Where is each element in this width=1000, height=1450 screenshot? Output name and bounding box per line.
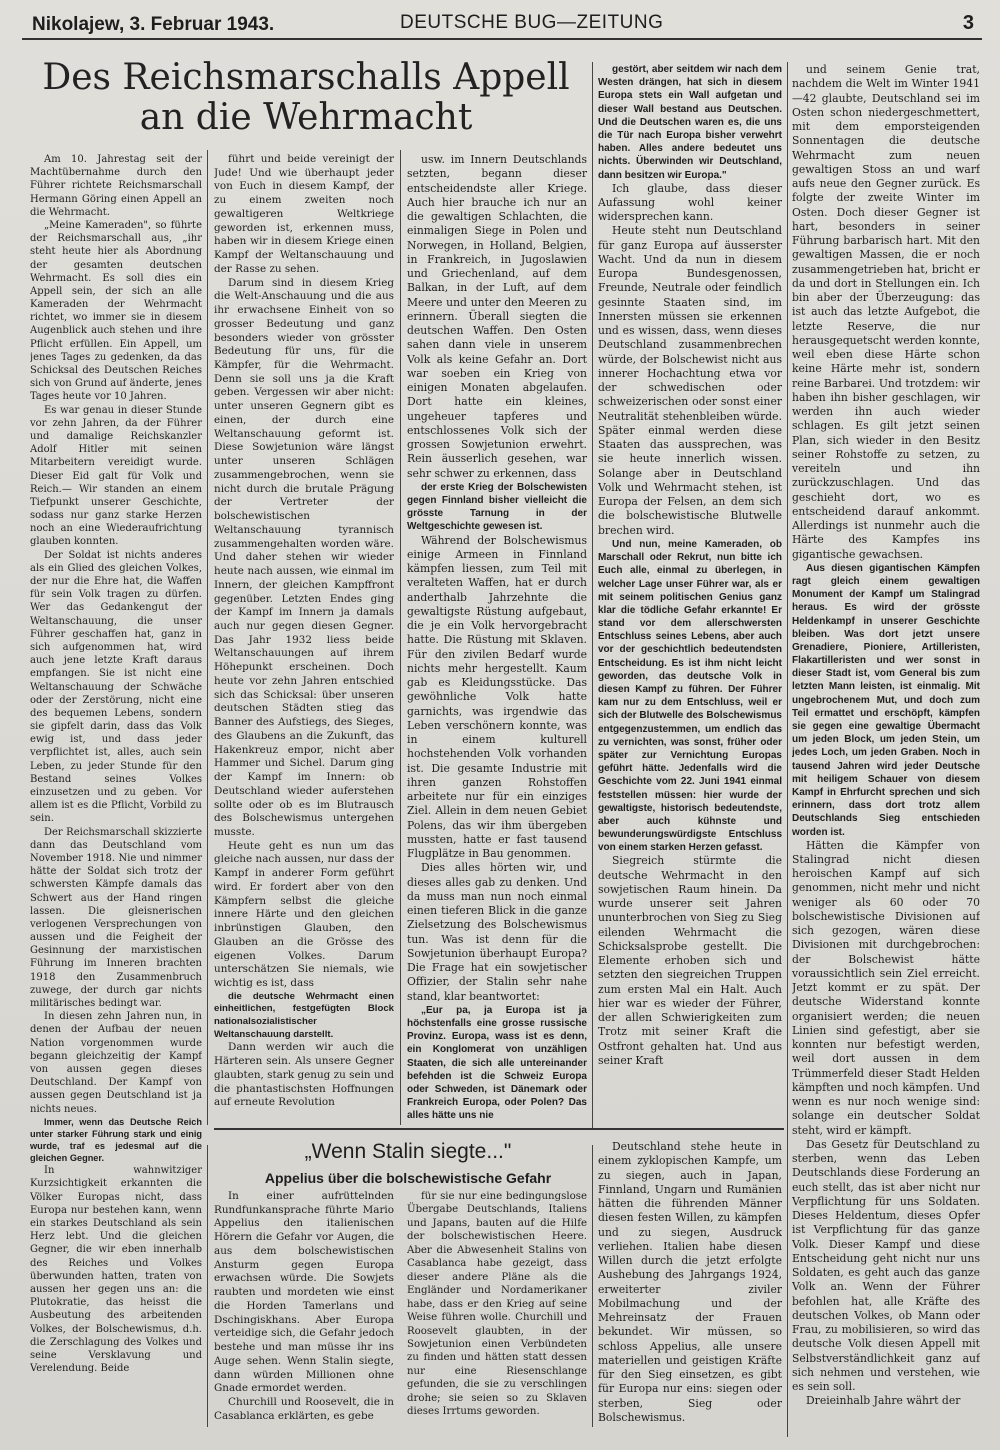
sidebar-article-subheading: Appelius über die bolschewistische Gefahr (264, 1170, 552, 1186)
column-rule (400, 150, 401, 1125)
paragraph: und seinem Genie trat, nachdem die Welt im Winter 1941—42 glaubte, Deutschland sei im Osten schon niedergeschmettert, mit dem emporsteigenden Sonnentagen die deutsche Wehrmacht zum neuen gewaltigen Stoss an und warf aufs neue den Gegner zurück. Es folgte der zweite Winter im Osten. Doch dieser Gegner ist hart, besonders in seiner Führung barbarisch hart. Mit den gewaltigen Massen, die er noch zusammengetrieben hat, bricht er da und dort in Stellungen ein. Ich bin aber der Überzeugung: das ist auch das letzte Aufgebot, die letzte Reserve, die nur herausgequetscht werden konnte, weil eben diese Härte schon keine Härte mehr ist, sondern reine Barbarei. Und trotzdem: wir haben ihn bisher geschlagen, wir werden ihn auch wieder schlagen. Es gilt jetzt seinen Plan, sich wieder in den Besitz seiner Rohstoffe zu setzen, zu vereiteln und ihn zurückzuschlagen. Und das geschieht dort, wo es entscheidend darauf ankommt. Allerdings ist nunmehr auch die Härte des Kampfes ins gigantische gewachsen. (792, 63, 980, 561)
paragraph: für sie nur eine bedingungslose Übergabe Deutschlands, Italiens und Japans, bauten auf die Hilfe der bolschewistischen Heere. Aber die Abwesenheit Stalins von Casablanca habe gezeigt, dass dieser andere Pläne als die Engländer und Nordamerikaner habe, dass er den Krieg auf seine Weise führen wolle. Churchill und Roosevelt glaubten, in der Sowjetunion einen Verbündeten zu finden und hätten statt dessen nur eine Riesenschlange gefunden, die sie zu verschlingen drohe; sie seien so zu Sklaven dieses Irrtums geworden. (407, 1191, 587, 1418)
paragraph: „Meine Kameraden", so führte der Reichsmarschall aus, „ihr steht heute hier als Abordnung der gesamten deutschen Wehrmacht. Es soll dies ein Appell sein, der sich an alle Kameraden der Wehrmacht richtet, wo immer sie in diesem Augenblick auch stehen und ihre Pflicht erfüllen. Ein Appell, um jenes Tages zu gedenken, da das Schicksal des Deutschen Reiches sich von Grund auf änderte, jenes Tages heute vor 10 Jahren. (30, 219, 202, 403)
article-column-5 (792, 63, 980, 1425)
paragraph: Der Reichsmarschall skizzierte dann das Deutschland vom November 1918. Nie und nimmer hätte der Soldat sich trotz der schwersten Kämpfe damals das Schwert aus der Hand ringen lassen. Die gleisnerischen verlogenen Versprechungen von aussen und die Feigheit der Gesinnung der marxistischen Führung im Inneren brachten 1918 den Zusammenbruch zuwege, der durch gar nichts militärisches bedingt war. (30, 826, 202, 1009)
paragraph: Dann werden wir auch die Härteren sein. Als unsere Gegner glaubten, stark genug zu sein und die phantastischsten Hoffnungen auf erneute Revolution (214, 1041, 394, 1109)
sidebar-column-2 (407, 1190, 587, 1425)
paragraph: In diesen zehn Jahren nun, in denen der Aufbau der neuen Nation vorgenommen wurde begann gleichzeitig der Kampf von aussen gegen dieses Deutschland. Der Kampf von aussen gegen Deutschland ist ja nichts neues. (30, 1011, 202, 1115)
paragraph: Ich glaube, dass dieser Aufassung wohl keiner widersprechen kann. (598, 181, 782, 224)
sidebar-article-title (218, 1140, 598, 1186)
paragraph: Es war genau in dieser Stunde vor zehn Jahren, da der Führer und damalige Reichskanzler Adolf Hitler mit seinen Mitarbeitern vereidigt wurde. Dieser Eid galt für Volk und Reich.— Wir standen an einem Tiefpunkt unserer Geschichte, sodass nur ganz starke Herzen noch an eine Wiederaufrichtung glauben konnten. (30, 404, 202, 548)
article-column-3 (407, 153, 587, 1121)
paragraph: Aus diesen gigantischen Kämpfen ragt gleich einem gewaltigen Monument der Kampf um Stalingrad heraus. Es wird der grösste Heldenkampf in unserer Geschichte bleiben. Was dort jetzt unsere Grenadiere, Pioniere, Artilleristen, Flakartilleristen und wer sonst in dieser Stadt ist, vom General bis zum letzten Mann leisten, ist einmalig. Mit ungebrochenem Mut, und doch zum Teil ermattet und erschöpft, kämpfen sie gegen eine gewaltige Übermacht um jeden Block, um jeden Stein, um jedes Loch, um jeden Graben. Noch in tausend Jahren wird jeder Deutsche mit heiligem Schauer von diesem Kampf in Ehrfurcht sprechen und sich erinnern, dass dort trotz allem Deutschlands Sieg entschieden worden ist. (792, 562, 980, 838)
paragraph: In wahnwitziger Kurzsichtigkeit erkannten die Völker Europas nicht, dass Europa nur bestehen kann, wenn ein starkes Deutschland als sein Herz lebt. Und die gleichen Gegner, die wir eben innerhalb des Reiches und Volkes überwunden hatten, traten von aussen her gegen uns an: die Plutokratie, das heisst die Ausbeutung des arbeitenden Volkes, der Bolschewismus, d.h. die Zerschlagung des Volkes und seine Versklavung und Verelendung. Beide (30, 1165, 202, 1375)
paragraph: Immer, wenn das Deutsche Reich unter starker Führung stark und einig wurde, traf es jedesmal auf die gleichen Gegner. (30, 1116, 202, 1164)
paragraph: In einer aufrüttelnden Rundfunkansprache führte Mario Appelius den italienischen Hörern die Gefahr vor Augen, die aus dem bolschewistischen Ansturm gegen Europa erwachsen würde. Die Sowjets raubten und mordeten wie einst die Horden Tamerlans und Dschingiskhans. Aber Europa verteidige sich, die Gefahr jedoch bestehe und man müsse ihr ins Auge sehen. Wenn Stalin siegte, dann würden Millionen ohne Gnade ermordet werden. (214, 1190, 394, 1395)
column-rule (207, 150, 208, 1125)
paragraph: Heute geht es nun um das gleiche nach aussen, nur dass der Kampf in anderer Form geführt wird. Er fordert aber von den Kämpfern selbst die gleiche innere Härte und den gleichen inbrünstigen Glauben, den Glauben an die Grösse des eigenen Volkes. Darum unterschätzen Sie niemals, wie wichtig es ist, dass (214, 839, 394, 990)
paragraph: Siegreich stürmte die deutsche Wehrmacht in den sowjetischen Raum hinein. Da wurde unserer seit Jahren ununterbrochen von Sieg zu Sieg eilenden Wehrmacht die Schicksalsprobe gestellt. Die Elemente erhoben sich und setzten den siegreichen Truppen zum ersten Mal ein Halt. Auch hier war es wieder der Führer, der allen Schwierigkeiten zum Trotz mit seiner Kraft die Ostfront gehalten hat. Und aus seiner Kraft (598, 854, 782, 1067)
paragraph: führt und beide vereinigt der Jude! Und wie überhaupt jeder von Euch in diesem Kampf, der zu einem zweiten noch gewaltigeren Weltkriege geworden ist, erkennen muss, haben wir in diesem Kriege einen Kampf der Weltanschauung und der Rasse zu sehen. (214, 153, 394, 275)
paragraph: die deutsche Wehrmacht einen einheitlichen, festgefügten Block nationalsozialistischer Weltanschauung darstellt. (214, 990, 394, 1040)
page-header (22, 6, 982, 36)
paragraph: gestört, aber seitdem wir nach dem Westen drängen, hat sich in diesem Europa stets ein Wall aufgetan und dieser Wall bestand aus Deutschen. Und die Deutschen waren es, die uns die Tür nach Europa bisher verwehrt haben. Alles andere bedeutet uns nichts. Überwinden wir Deutschland, dann besitzen wir Europa." (598, 64, 782, 181)
headline-line-2: an die Wehrmacht (139, 97, 473, 139)
paragraph: Deutschland stehe heute in einem zyklopischen Kampfe, um zu siegen, auch in Japan, Finnland, Ungarn und Rumänien hätten die führenden Männer diesen festen Willen, zu kämpfen und zu siegen, Ausdruck verliehen. Italien habe diesen Willen durch die jetzt erfolgte Aushebung des Jahrgangs 1924, erweiterter ziviler Mobilmachung und der Mehreinsatz der Frauen bekundet. Wir müssen, so schloss Appelius, alle unsere materiellen und geistigen Kräfte für den Sieg einsetzen, es gibt für Europa nur eins: siegen oder sterben, Sieg oder Bolschewismus. (598, 1140, 782, 1424)
column-rule (592, 1145, 593, 1427)
column-rule (592, 62, 593, 1130)
headline-line-1: Des Reichsmarschalls Appell (42, 57, 570, 98)
paragraph: Und nun, meine Kameraden, ob Marschall oder Rekrut, nun bitte ich Euch alle, einmal zu überlegen, in welcher Lage unser Führer war, als er mit seinem politischen Genius ganz klar die tödliche Gefahr erkannte! Er stand vor dem allerschwersten Entschluss seines Lebens, aber auch vor der geschichtlich bedeutendsten Entscheidung. Es ist ihm nicht leicht geworden, das deutsche Volk in diesen Kampf zu führen. Der Führer kam nur zu dem Entschluss, weil er sich der Blutwelle des Bolschewismus entgegenzustemmen, um endlich das zu vernichten, was sonst, früher oder später zur Vernichtung Europas geführt hätte. Jedenfalls wird die Geschichte vom 22. Juni 1941 einmal feststellen müssen: hier wurde der gewaltigste, historisch bedeutendste, aber auch kühnste und bewunderungswürdigste Entschluss von einem starken Herzen gefasst. (598, 538, 782, 854)
paragraph: Churchill und Roosevelt, die in Casablanca erklärten, es gebe (214, 1396, 394, 1422)
newspaper-name: DEUTSCHE BUG—ZEITUNG (400, 12, 664, 33)
paragraph: Am 10. Jahrestag seit der Machtübernahme durch den Führer richtete Reichsmarschall Hermann Göring einen Appell an die Wehrmacht. (30, 154, 202, 218)
paragraph: Dies alles hörten wir, und dieses alles gab zu denken. Und da muss man nun noch einmal einen tieferen Blick in die ganze Zielsetzung des Bolschewismus tun. Was ist denn für die Sowjetunion überhaupt Europa? Die Frage hat ein sowjetischer Offizier, der Stalin sehr nahe stand, klar beantwortet: (407, 861, 587, 1003)
article-headline (26, 58, 586, 139)
article-column-1 (30, 153, 202, 1423)
paragraph: Darum sind in diesem Krieg die Welt-Anschauung und die aus ihr erwachsene Einheit von so grosser Bedeutung und ganz besonders wieder von grösster Bedeutung für uns, für die Kämpfer, für die Wehrmacht. Denn sie soll uns ja die Kraft geben. Vergessen wir aber nicht: unter unseren Gegnern gibt es einen, der durch eine Weltanschauung geformt ist. Diese Sowjetunion wäre längst unter unseren Schlägen zusammengebrochen, wenn sie nicht durch die brutale Prägung der Vertreter der bolschewistischen Weltanschauung tyrannisch zusammengehalten worden wäre. Und daher stehen wir wieder heute nach aussen, wie einmal im Innern, der gleichen Kampffront gegenüber. Letzten Endes ging der Kampf im Innern ja damals auch nur gegen diesen Gegner. Das Jahr 1932 liess beide Weltanschauungen auf ihrem Höhepunkt erscheinen. Doch heute vor zehn Jahren entschied sich das Schicksal: über unseren deutschen Städten stieg das Banner des Aufstiegs, des Sieges, des Glaubens an die Zukunft, das Hakenkreuz empor, nicht aber Hammer und Sichel. Darum ging der Kampf im Innern: ob Deutschland wieder auferstehen sollte oder ob es im Blutrausch des Bolschewismus untergehen musste. (214, 276, 394, 838)
paragraph: usw. im Innern Deutschlands setzten, begann dieser entscheidendste aller Kriege. Auch hier brauche ich nur an die gewaltigen Schlachten, die einmaligen Siege in Polen und Norwegen, in Holland, Belgien, in Frankreich, in Jugoslawien und Griechenland, auf dem Balkan, in der Luft, auf dem Meere und unter den Meeren zu erinnern. Überall siegten die deutschen Waffen. Den Osten sahen dann viele in unserem Volk als keine Gefahr an. Dort war soeben ein Krieg von einigen Monaten abgelaufen. Dort hatte ein kleines, ungeheuer tapferes und entschlossenes Volk sich der grossen Sowjetunion erwehrt. Rein äusserlich gesehen, war sehr schwer zu erkennen, dass (407, 153, 587, 480)
sidebar-column-3 (598, 1140, 782, 1425)
article-separator (214, 1128, 784, 1130)
paragraph: der erste Krieg der Bolschewisten gegen Finnland bisher vielleicht die grösste Tarnung in der Weltgeschichte gewesen ist. (407, 481, 587, 533)
article-column-4 (598, 63, 782, 1125)
column-rule (787, 62, 788, 1437)
place-date: Nikolajew, 3. Februar 1943. (32, 14, 275, 35)
header-rule (22, 38, 982, 40)
paragraph: Dreieinhalb Jahre währt der (806, 1394, 961, 1408)
article-column-2 (214, 153, 394, 1121)
sidebar-column-1 (214, 1190, 394, 1425)
page-number: 3 (962, 12, 974, 34)
paragraph: Das Gesetz für Deutschland zu sterben, wenn das Leben Deutschlands diese Forderung an euch stellt, das ist aber nicht nur Verpflichtung für uns Soldaten. Dieses Heldentum, dieses Opfer ist Verpflichtung für das ganze Volk. Dieser Kampf und diese Entscheidung geht nicht nur uns Soldaten, es geht auch das ganze Volk an. Wenn der Führer befohlen hat, alle Kräfte des deutschen Volkes, ob Mann oder Frau, zu mobilisieren, so wird das deutsche Volk diesen Appell mit Selbstverständlichkeit ganz auf sich nehmen und verstehen, wie es sein soll. (792, 1137, 980, 1394)
column-rule (207, 1145, 208, 1427)
paragraph: „Eur pa, ja Europa ist ja höchstenfalls eine grosse russische Provinz. Europa, wass ist es denn, ein Konglomerat von unzähligen Staaten, die sich alle untereinander befehden ist die Schweiz Europa oder Schweden, ist Dänemark oder Frankreich Europa, oder Polen? Das alles hätte uns nie (407, 1004, 587, 1121)
paragraph: Heute steht nun Deutschland für ganz Europa auf äusserster Wacht. Und da nun in diesem Europa Bundesgenossen, Freunde, Neutrale oder feindlich gesinnte Staaten sind, im Innersten müssen sie erkennen und es wissen, dass, wenn dieses Deutschland zusammenbrechen würde, der Bolschewist nicht aus innerer Hochachtung etwa vor der schwedischen oder schweizerischen oder sonst einer Neutralität stehenbleiben würde. Später einmal werden diese Staaten das aussprechen, was sie heute innerlich wissen. Solange aber in Deutschland Volk und Wehrmacht stehen, ist Europa der Felsen, an dem sich die bolschewistische Blutwelle brechen wird. (598, 224, 782, 537)
sidebar-article-heading: „Wenn Stalin siegte..." (304, 1140, 512, 1163)
paragraph: Hätten die Kämpfer von Stalingrad nicht diesen heroischen Kampf auf sich genommen, nicht mehr und nicht weniger als 60 oder 70 bolschewistische Divisionen auf sich gezogen, wären diese Divisionen mit durchgebrochen: der Bolschewist hätte voraussichtlich sein Ziel erreicht. Jetzt kommt er zu spät. Der deutsche Widerstand konnte organisiert werden; die neuen Linien sind gefestigt, aber sie konnten nur befestigt werden, weil dort aussen in dem Trümmerfeld dieser Stadt Helden kämpften und noch kämpfen. Und wenn es nur noch wenige sind: solange ein deutscher Soldat steht, wird er kämpft. (792, 838, 980, 1137)
paragraph: Der Soldat ist nichts anderes als ein Glied des gleichen Volkes, der nur die Ehre hat, die Waffen für sein Volk tragen zu dürfen. Wer das Gedankengut der Weltanschauung, die unser Führer geschaffen hat, ganz in sich aufgenommen hat, wird auch jene letzte Kraft daraus empfangen. Sie ist nicht eine Weltanschauung der Schwäche oder der Zerstörung, nicht eine des bequemen Lebens, sondern sie gipfelt darin, dass das Volk ewig ist, und dass jeder verpflichtet ist, alles, auch sein Leben, zu jeder Stunde für den Bestand seines Volkes einzusetzen und zu geben. Vor allem ist es die Pflicht, Vorbild zu sein. (30, 549, 202, 825)
paragraph: Während der Bolschewismus einige Armeen in Finnland kämpfen liessen, zum Teil mit veralteten Waffen, hat er durch anderthalb Jahrzehnte die gewaltigste Rüstung aufgebaut, die je ein Volk hervorgebracht hatte. Die Rüstung mit Sklaven. Für den zivilen Bedarf wurde nichts mehr hergestellt. Kaum gab es Kleidungsstücke. Das gewöhnliche Volk hatte garnichts, was irgendwie das Leben verschönern konnte, was in einem kulturell hochstehenden Volk vorhanden ist. Die gesamte Industrie mit ihren ganzen Rohstoffen arbeitete nur für ein einziges Ziel. Allein in dem neuen Gebiet Polens, das wir ihm übergeben mussten, hatte er fast tausend Flugplätze in Bau genommen. (407, 533, 587, 860)
